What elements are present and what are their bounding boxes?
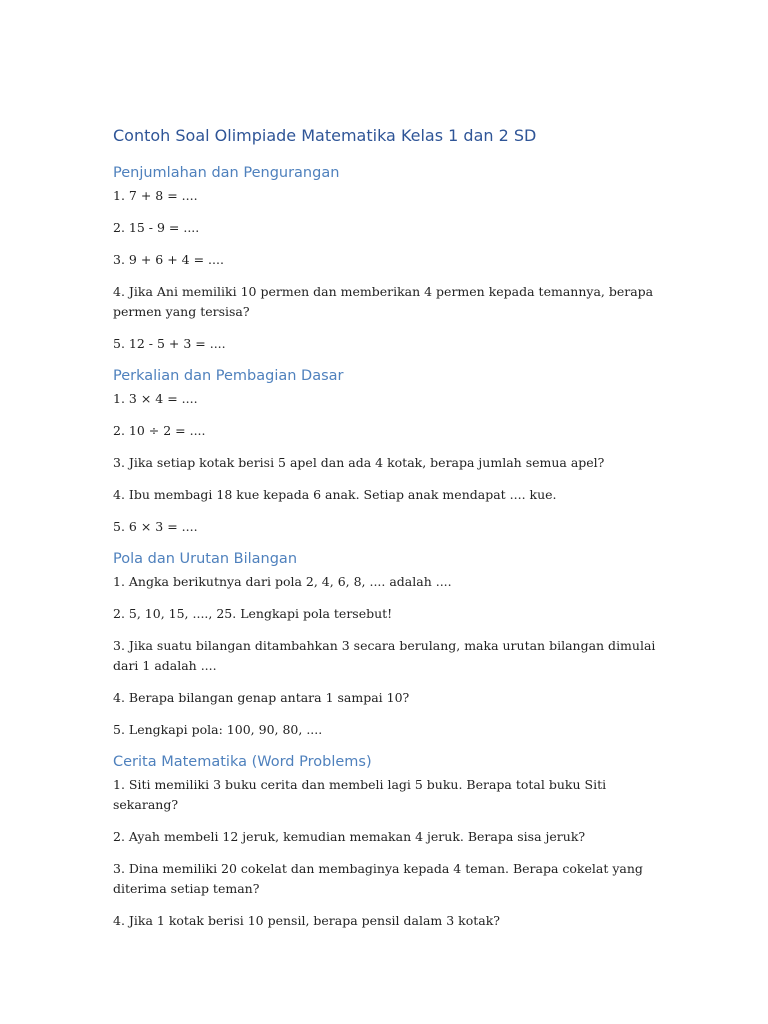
section-heading: Pola dan Urutan Bilangan xyxy=(113,551,298,567)
section-perkalian xyxy=(113,366,673,537)
question-item: 3. Jika suatu bilangan ditambahkan 3 secara berulang, maka urutan bilangan dimulai dari 1 adalah .... xyxy=(113,638,656,673)
question-item: 2. 15 - 9 = .... xyxy=(113,220,200,235)
question-item: 2. Ayah membeli 12 jeruk, kemudian memakan 4 jeruk. Berapa sisa jeruk? xyxy=(113,829,586,844)
question-item: 4. Ibu membagi 18 kue kepada 6 anak. Setiap anak mendapat .... kue. xyxy=(113,487,557,502)
question-item: 2. 10 ÷ 2 = .... xyxy=(113,423,206,438)
question-item: 5. 6 × 3 = .... xyxy=(113,519,198,534)
question-item: 1. Siti memiliki 3 buku cerita dan membeli lagi 5 buku. Berapa total buku Siti sekarang? xyxy=(113,777,607,812)
question-item: 4. Berapa bilangan genap antara 1 sampai 10? xyxy=(113,690,410,705)
section-heading: Perkalian dan Pembagian Dasar xyxy=(113,368,344,384)
question-item: 5. 12 - 5 + 3 = .... xyxy=(113,336,226,351)
question-item: 1. 7 + 8 = .... xyxy=(113,188,198,203)
question-item: 3. Jika setiap kotak berisi 5 apel dan ada 4 kotak, berapa jumlah semua apel? xyxy=(113,455,605,470)
question-item: 3. Dina memiliki 20 cokelat dan membaginya kepada 4 teman. Berapa cokelat yang diterima setiap teman? xyxy=(113,861,643,896)
section-penjumlahan xyxy=(113,163,673,354)
question-item: 4. Jika 1 kotak berisi 10 pensil, berapa pensil dalam 3 kotak? xyxy=(113,913,500,928)
section-heading: Cerita Matematika (Word Problems) xyxy=(113,754,372,770)
question-item: 4. Jika Ani memiliki 10 permen dan memberikan 4 permen kepada temannya, berapa permen yang tersisa? xyxy=(113,284,654,319)
question-item: 1. 3 × 4 = .... xyxy=(113,391,198,406)
question-item: 1. Angka berikutnya dari pola 2, 4, 6, 8, .... adalah .... xyxy=(113,574,452,589)
question-item: 2. 5, 10, 15, ...., 25. Lengkapi pola tersebut! xyxy=(113,606,393,621)
question-item: 5. Lengkapi pola: 100, 90, 80, .... xyxy=(113,722,323,737)
question-item: 3. 9 + 6 + 4 = .... xyxy=(113,252,224,267)
section-pola xyxy=(113,549,673,740)
section-cerita xyxy=(113,752,673,931)
section-heading: Penjumlahan dan Pengurangan xyxy=(113,165,340,181)
document-page xyxy=(113,125,673,943)
document-title: Contoh Soal Olimpiade Matematika Kelas 1 dan 2 SD xyxy=(113,126,537,145)
